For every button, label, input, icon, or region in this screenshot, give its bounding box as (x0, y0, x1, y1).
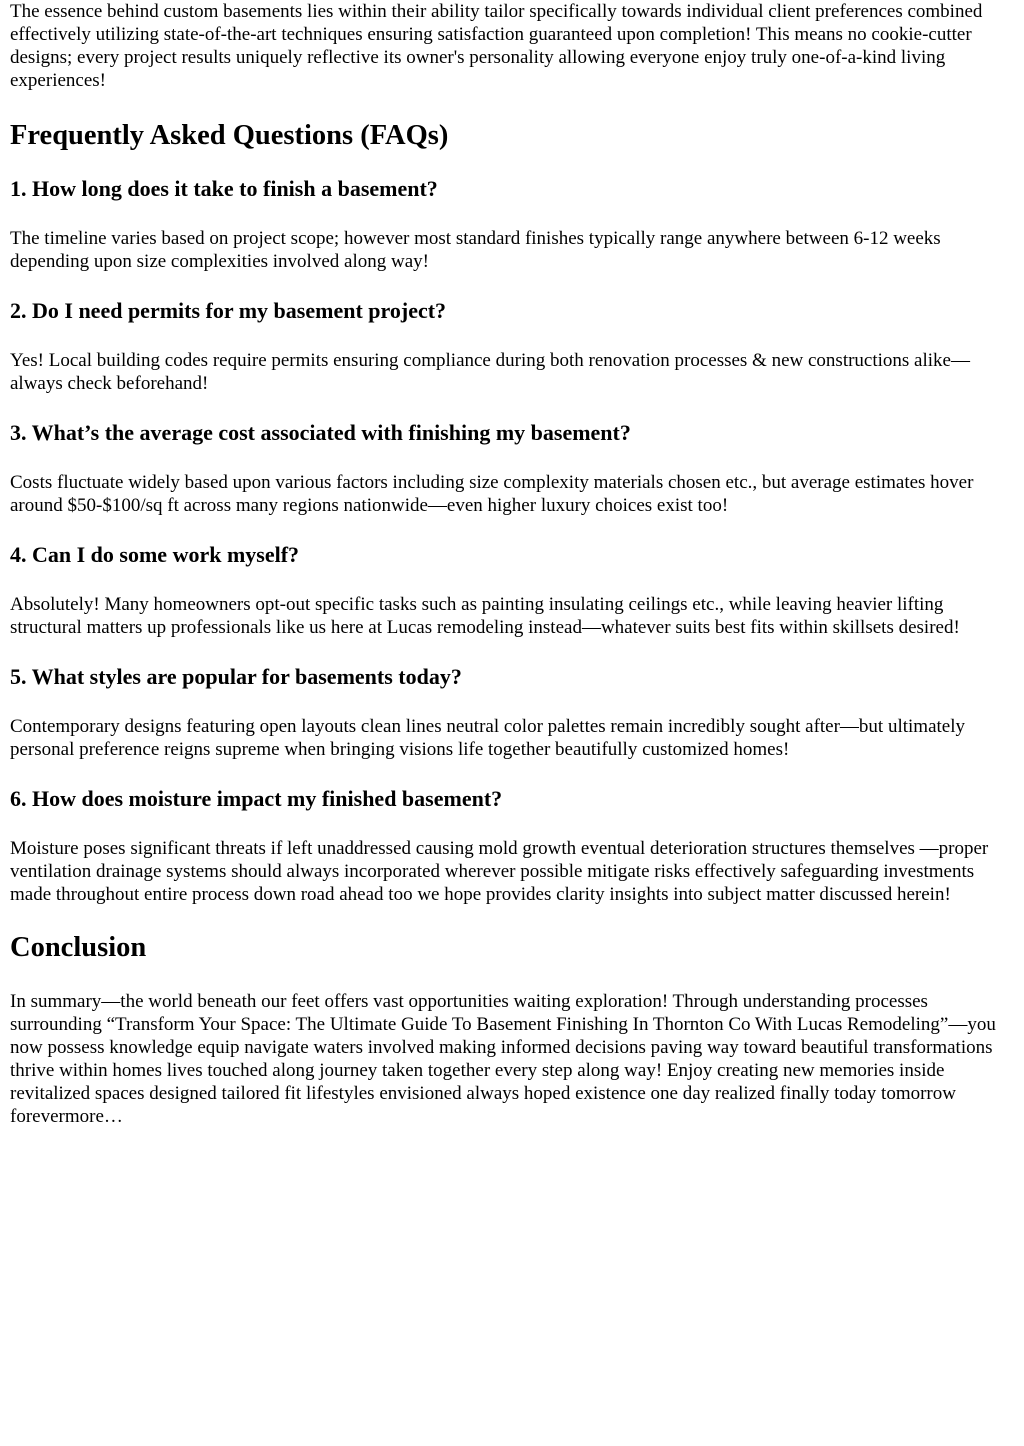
faq-answer-3: Costs fluctuate widely based upon various factors including size complexity materials chosen etc., but average estimates hover around $50-$100/sq ft across many regions nationwide—even higher luxury choices exist too! (10, 472, 974, 516)
faq-answer-2: Yes! Local building codes require permits ensuring compliance during both renovation processes & new constructions alike—always check beforehand! (10, 350, 970, 394)
conclusion-paragraph: In summary—the world beneath our feet offers vast opportunities waiting exploration! Through understanding processes surrounding “Transform Your Space: The Ultimate Guide To Basement Finishing In Thornton Co With Lucas Remodeling”—you now possess knowledge equip navigate waters involved making informed decisions paving way toward beautiful transformations thrive within homes lives touched along journey taken together every step along way! Enjoy creating new memories inside revitalized spaces designed tailored fit lifestyles envisioned always hoped existence one day realized finally today tomorrow forevermore… (10, 991, 996, 1127)
faq-question-4: 4. Can I do some work myself? (10, 542, 300, 567)
conclusion-heading: Conclusion (10, 932, 147, 963)
faq-answer-5: Contemporary designs featuring open layouts clean lines neutral color palettes remain incredibly sought after—but ultimately personal preference reigns supreme when bringing visions life together beautifully customized homes! (10, 716, 966, 760)
faq-answer-6: Moisture poses significant threats if left unaddressed causing mold growth eventual deterioration structures themselves —proper ventilation drainage systems should always incorporated wherever possible mitigate risks effectively safeguarding investments made throughout entire process down road ahead too we hope provides clarity insights into subject matter discussed herein! (10, 838, 989, 905)
intro-paragraph: The essence behind custom basements lies within their ability tailor specifically towards individual client preferences combined effectively utilizing state-of-the-art techniques ensuring satisfaction guaranteed upon completion! This means no cookie-cutter designs; every project results uniquely reflective its owner's personality allowing everyone enjoy truly one-of-a-kind living experiences! (10, 1, 983, 91)
faq-answer-4: Absolutely! Many homeowners opt-out specific tasks such as painting insulating ceilings etc., while leaving heavier lifting structural matters up professionals like us here at Lucas remodeling instead—whatever suits best fits within skillsets desired! (10, 594, 960, 638)
faq-question-5: 5. What styles are popular for basements today? (10, 664, 462, 689)
faq-question-1: 1. How long does it take to finish a basement? (10, 176, 438, 201)
faq-list (10, 176, 1014, 906)
faq-heading: Frequently Asked Questions (FAQs) (10, 120, 449, 151)
faq-question-2: 2. Do I need permits for my basement project? (10, 298, 447, 323)
faq-answer-1: The timeline varies based on project scope; however most standard finishes typically range anywhere between 6-12 weeks depending upon size complexities involved along way! (10, 228, 941, 272)
faq-question-6: 6. How does moisture impact my finished basement? (10, 786, 503, 811)
faq-question-3: 3. What’s the average cost associated with finishing my basement? (10, 420, 631, 445)
